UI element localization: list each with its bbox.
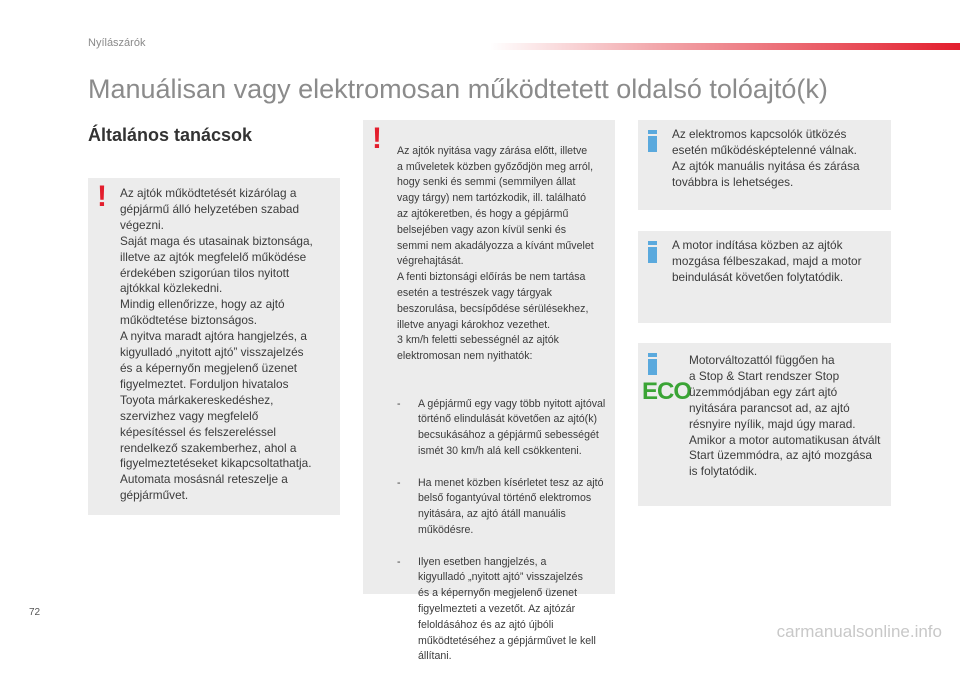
warning-box-middle — [363, 120, 615, 663]
speed-conditions-list — [397, 381, 612, 681]
info-text: Az elektromos kapcsolók ütközés esetén működésképtelenné válnak. Az ajtók manuális nyitása és zárása továbbra is lehetséges. — [672, 127, 860, 189]
info-icon — [648, 130, 657, 152]
info-box-engine-start — [638, 231, 891, 323]
list-item: - A gépjármű egy vagy több nyitott ajtóval történő elindulását követően az ajtó(k) becsukásához a gépjármű sebességét ismét 30 km/h alá kell csökkenteni. — [397, 397, 606, 457]
info-text: Motorváltozattól függően ha a Stop & Start rendszer Stop üzemmódjában egy zárt ajtó nyitására parancsot ad, az ajtó résnyire nyílik, majd úgy marad. Amikor a motor automatikusan átvált Start üzemmódra, az ajtó mozgása is folytatódik. — [689, 353, 881, 479]
warning-exclamation-icon: ! — [97, 180, 107, 213]
list-item: - Ha menet közben kísérletet tesz az ajtó belső fogantyúval történő elektromos nyitására, az ajtó átáll manuális működésre. — [397, 476, 604, 536]
info-box-collision — [638, 120, 891, 210]
info-icon — [648, 241, 657, 263]
section-header: Nyílászárók — [88, 37, 146, 49]
eco-icon: ECO — [642, 378, 692, 405]
info-box-stop-start — [638, 343, 891, 506]
info-icon — [648, 353, 657, 375]
watermark: carmanualsonline.info — [776, 622, 942, 641]
page-number: 72 — [29, 607, 41, 618]
header-gradient-bar — [490, 43, 960, 50]
info-text: A motor indítása közben az ajtók mozgása félbeszakad, majd a motor beindulását követően folytatódik. — [672, 238, 862, 284]
page-title: Manuálisan vagy elektromosan működtetett oldalsó tolóajtó(k) — [88, 74, 828, 104]
section-subtitle: Általános tanácsok — [88, 125, 253, 145]
warning-text: Az ajtók működtetését kizárólag a gépjármű álló helyzetében szabad végezni. Saját maga és utasainak biztonsága, illetve az ajtók megfelelő működése érdekében szigorúan tilos nyitott ajtókkal közlekedni. Mindig ellenőrizze, hogy az ajtó működtetése biztonságos. A nyitva maradt ajtóra hangjelzés, a kigyulladó „nyitott ajtó” visszajelzés és a képernyőn megjelenő üzenet figyelmeztet. Forduljon hivatalos Toyota márkakereskedéshez, szervizhez vagy megfelelő képesítéssel és felszereléssel rendelkező szakemberhez, ahol a figyelmeztetéseket kikapcsoltathatja. Automata mosásnál reteszelje a gépjárművet. — [120, 186, 313, 503]
warning-text: Az ajtók nyitása vagy zárása előtt, illetve a műveletek közben győződjön meg arról, hogy senki és semmi (semmilyen állat vagy tárgy) nem tartózkodik, ill. található az ajtókeretben, és hogy a gépjármű belsejében vagy azon kívül senki és semmi nem akadályozza a kívánt művelet végrehajtását. A fenti biztonsági előírás be nem tartása esetén a testrészek vagy tárgyak beszorulása, becsípődése sérülésekhez, illetve anyagi károkhoz vezethet. 3 km/h feletti sebességnél az ajtók elektromosan nem nyithatók: — [397, 144, 594, 363]
list-item: - Ilyen esetben hangjelzés, a kigyulladó „nyitott ajtó” visszajelzés és a képernyőn megjelenő üzenet figyelmezteti a vezetőt. Az ajtózár feloldásához és az ajtó újbóli működtetéséhez a gépjárművet le kell állítani. — [397, 555, 596, 663]
warning-exclamation-icon: ! — [372, 122, 382, 155]
warning-box-left — [88, 178, 340, 515]
